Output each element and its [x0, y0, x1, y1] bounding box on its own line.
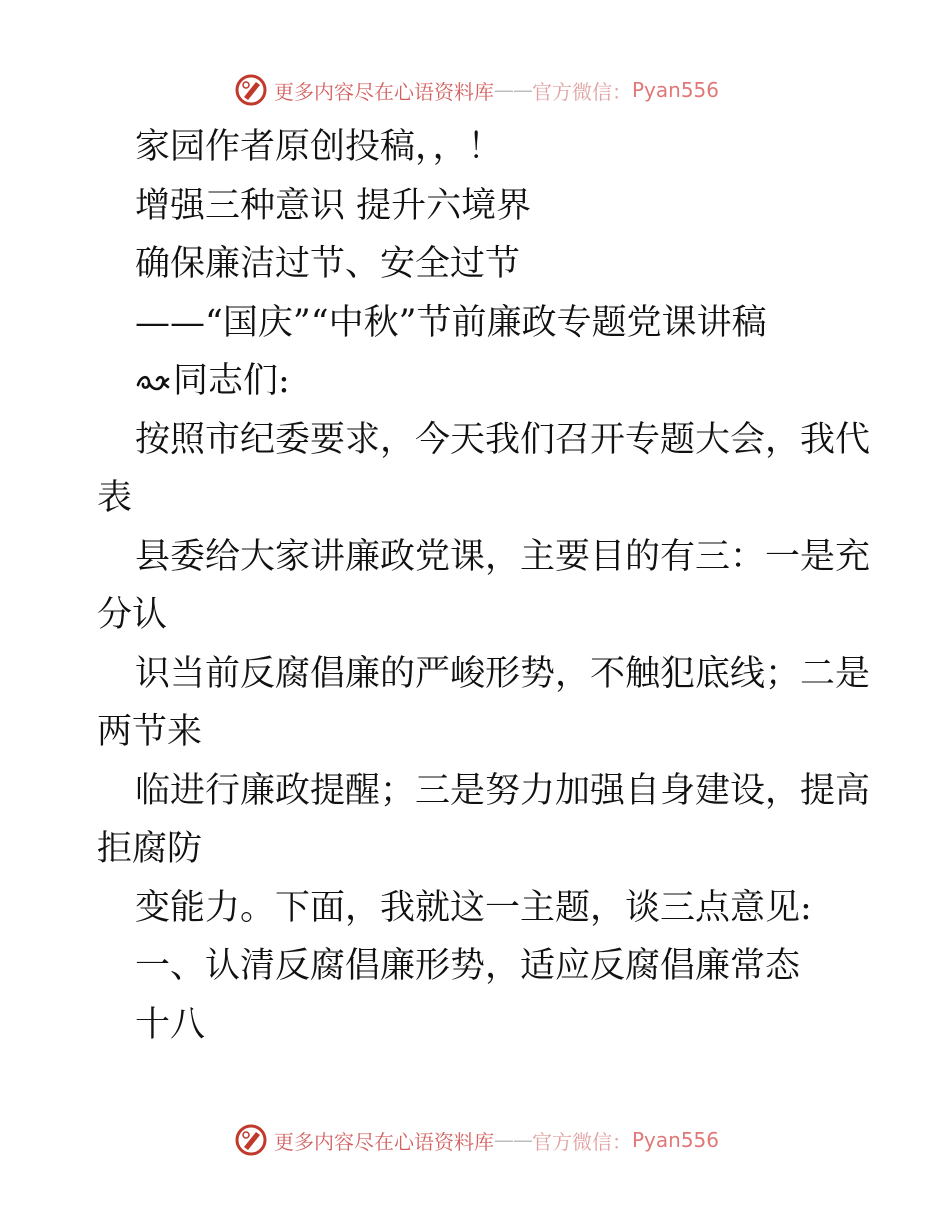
- text-line: 变能力。下面，我就这一主题，谈三点意见:: [135, 887, 812, 928]
- banner-wechat-id: Pyan556: [632, 78, 720, 102]
- pen-logo-icon: [234, 73, 268, 107]
- salutation-text: 同志们:: [173, 361, 290, 401]
- text-line: 两节来: [97, 712, 203, 752]
- header-banner: [234, 70, 719, 110]
- text-line: 拒腐防: [97, 829, 203, 869]
- text-line: ——“国庆”“中秋”节前廉政专题党课讲稿: [135, 302, 767, 343]
- document-body: [97, 118, 871, 1054]
- text-line: 表: [97, 478, 133, 518]
- text-line: 临进行廉政提醒；三是努力加强自身建设，提高: [135, 770, 871, 811]
- text-line: 县委给大家讲廉政党课，主要目的有三：一是充: [135, 536, 871, 577]
- text-line: 确保廉洁过节、安全过节: [135, 244, 521, 284]
- banner-main-text: 更多内容尽在心语资料库: [274, 1129, 494, 1154]
- pen-logo-icon: [234, 1123, 268, 1157]
- banner-wechat-id: Pyan556: [632, 1128, 720, 1152]
- text-line: 家园作者原创投稿，，！: [135, 127, 503, 167]
- text-line: 十八: [135, 1004, 206, 1045]
- flourish-ornament-icon: [135, 371, 171, 395]
- text-line: 增强三种意识 提升六境界: [135, 185, 532, 226]
- banner-dash: ——: [494, 1128, 532, 1152]
- banner-main-text: 更多内容尽在心语资料库: [274, 79, 494, 104]
- banner-dash: ——: [494, 78, 532, 102]
- text-line: 分认: [97, 595, 168, 635]
- banner-wechat-label: 官方微信：: [532, 79, 632, 104]
- salutation-line: [97, 352, 857, 411]
- banner-wechat-label: 官方微信：: [532, 1129, 632, 1154]
- text-line: 一、认清反腐倡廉形势，适应反腐倡廉常态: [135, 946, 801, 986]
- text-line: 识当前反腐倡廉的严峻形势，不触犯底线；二是: [135, 653, 871, 694]
- footer-banner: [234, 1120, 719, 1160]
- text-line: 按照市纪委要求，今天我们召开专题大会，我代: [135, 419, 871, 460]
